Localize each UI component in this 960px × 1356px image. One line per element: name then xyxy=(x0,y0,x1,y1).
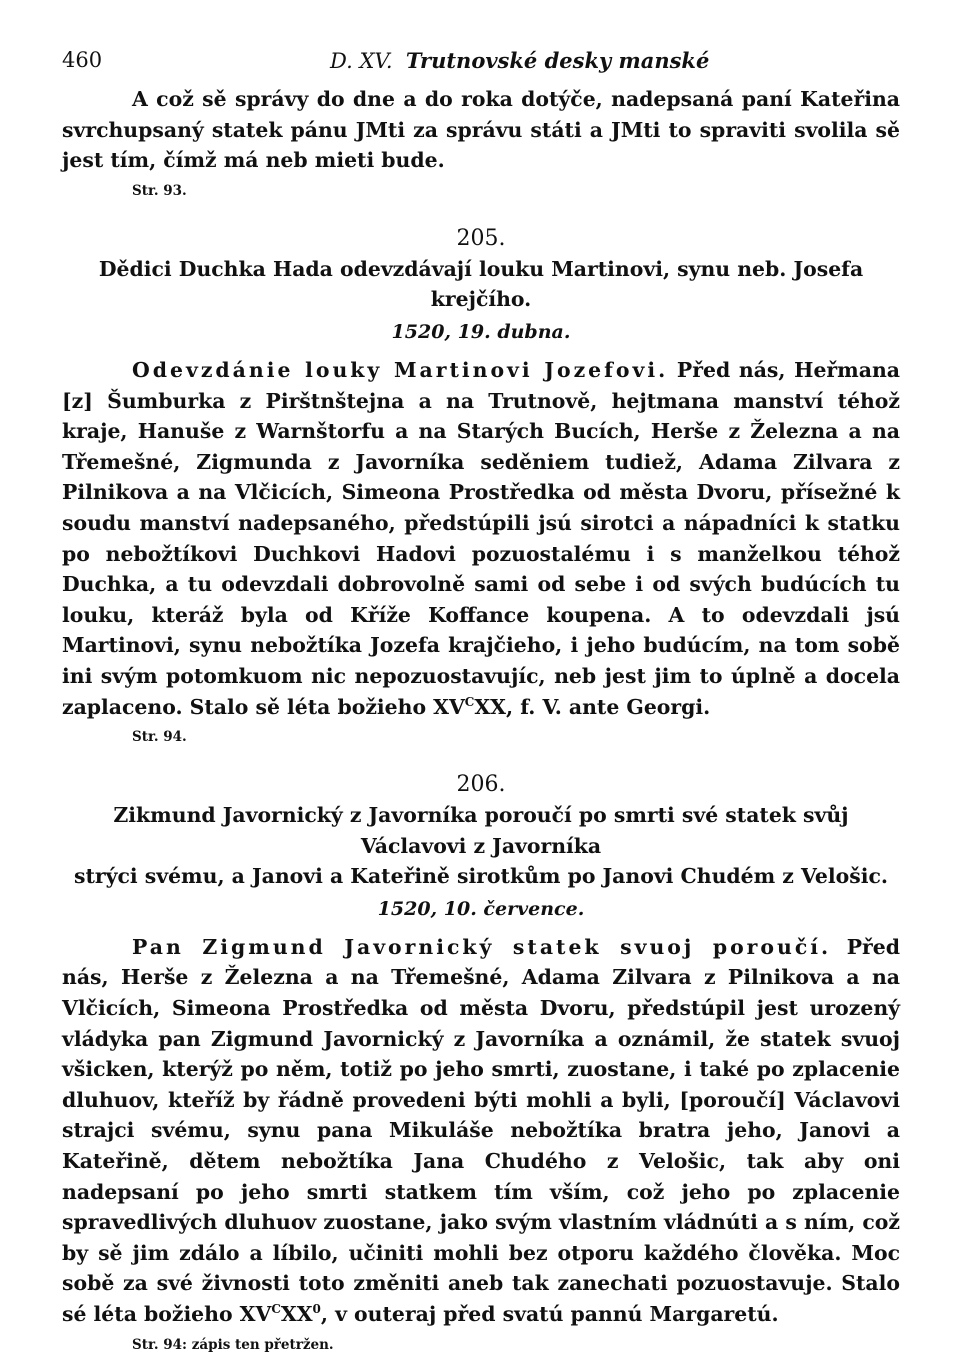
entry-205-summary: Dědici Duchka Hada odevzdávají louku Martinovi, synu neb. Josefa krejčího. xyxy=(98,256,864,312)
entry-206-heading: Pan Zigmund Javornický statek svuoj poroučí. xyxy=(132,934,832,959)
entry-206-number: 206. xyxy=(456,772,506,798)
entry-206-text-mid: XX xyxy=(280,1302,313,1326)
page-number: 460 xyxy=(62,48,103,72)
entry-205-text-sup: C xyxy=(464,694,475,709)
entry-205-page-ref: Str. 94. xyxy=(132,729,187,746)
entry-206-text: Před nás, Herše z Železna a na Třemešné, Adama Zilvara z Pilnikova a na Vlčicích, Simeona Prostředka od města Dvoru, předstúpil jest urozený vládyka pan Zigmund Javornický z Javorníka a oznámil, že statek svuoj všicken, kterýž po něm, totiž po jeho smrti, zuostane, i také po zplacenie dluhuov, kteříž by řádně provedeni býti mohli a byli, [poroučí] Václavovi strajci svému, synu pana Mikuláše nebožtíka bratra jeho, Janovi a Kateřině, dětem nebožtíka Jana Chudého z Velošic, tak aby oni nadepsaní po jeho smrti statkem tím vším, což jeho po zplacenie spravedlivých dluhuov zuostane, jako svým vlastním vládnúti a s ním, což by sě jim zdálo a líbilo, učiniti mohli bez otporu každého člověka. Moc sobě za své živnosti toto změniti aneb tak zanechati pozuostavuje. Stalo sé léta božieho XV xyxy=(62,934,900,1326)
running-title-prefix: D. XV. xyxy=(330,49,393,73)
entry-205-date: 1520, 19. dubna. xyxy=(391,320,571,343)
entry-206-text-sup2: 0 xyxy=(312,1302,321,1317)
entry-206-text-sup1: C xyxy=(271,1302,281,1317)
intro-paragraph: A což sě správy do dne a do roka dotýče, nadepsaná paní Kateřina svrchupsaný statek pánu JMti za správu státi a JMti to spraviti svolila sě jest tím, čímž má neb mieti bude. xyxy=(62,87,900,173)
entry-206-page-ref: Str. 94: zápis ten přetržen. xyxy=(132,1336,334,1353)
entry-206-text-end: , v outeraj před svatú pannú Margaretú. xyxy=(320,1302,779,1326)
entry-206-date: 1520, 10. července. xyxy=(377,897,585,920)
entry-205-text-end: XX, f. V. ante Georgi. xyxy=(474,694,711,719)
entry-205-text: Před nás, Heřmana [z] Šumburka z Pirštnštejna a na Trutnově, hejtmana manství téhož kraje, Hanuše z Warnštorfu a na Starých Bucích, Herše z Železna a na Třemešné, Zigmunda z Javorníka seděniem tudiež, Adama Zilvara z Pilnikova a na Vlčicích, Simeona Prostředka od města Dvoru, přísežné k soudu manství nadepsaného, předstúpili jsú sirotci a nápadníci k statku po nebožtíkovi Duchkovi Hadovi pozuostalému i s manželkou téhož Duchka, a tu odevzdali dobrovolně sami od sebe i od svých budúcích tu louku, kteráž byla od Kříže Koffance koupena. A to odevzdali jsú Martinovi, synu nebožtíka Jozefa krajčieho, i jeho budúcím, na tom sobě ini svým potomkuom nic nepozuostavujíc, neb jest jim to úplně a docela zaplaceno. Stalo sě léta božieho XV xyxy=(62,357,900,719)
entry-206-summary-line1: Zikmund Javornický z Javorníka poroučí po smrti své statek svůj Václavovi z Javorníka xyxy=(113,803,849,858)
running-title xyxy=(330,48,709,73)
entry-205-number: 205. xyxy=(456,225,506,251)
running-title-main: Trutnovské desky manské xyxy=(405,48,710,73)
intro-page-ref: Str. 93. xyxy=(132,182,187,199)
running-header xyxy=(62,44,900,84)
entry-206-paragraph xyxy=(62,932,900,1330)
entry-205-paragraph xyxy=(62,355,900,722)
entry-205-heading: Odevzdánie louky Martinovi Jozefovi. xyxy=(132,357,669,382)
entry-206-summary-line2: strýci svému, a Janovi a Kateřině sirotkům po Janovi Chudém z Velošic. xyxy=(74,864,888,889)
